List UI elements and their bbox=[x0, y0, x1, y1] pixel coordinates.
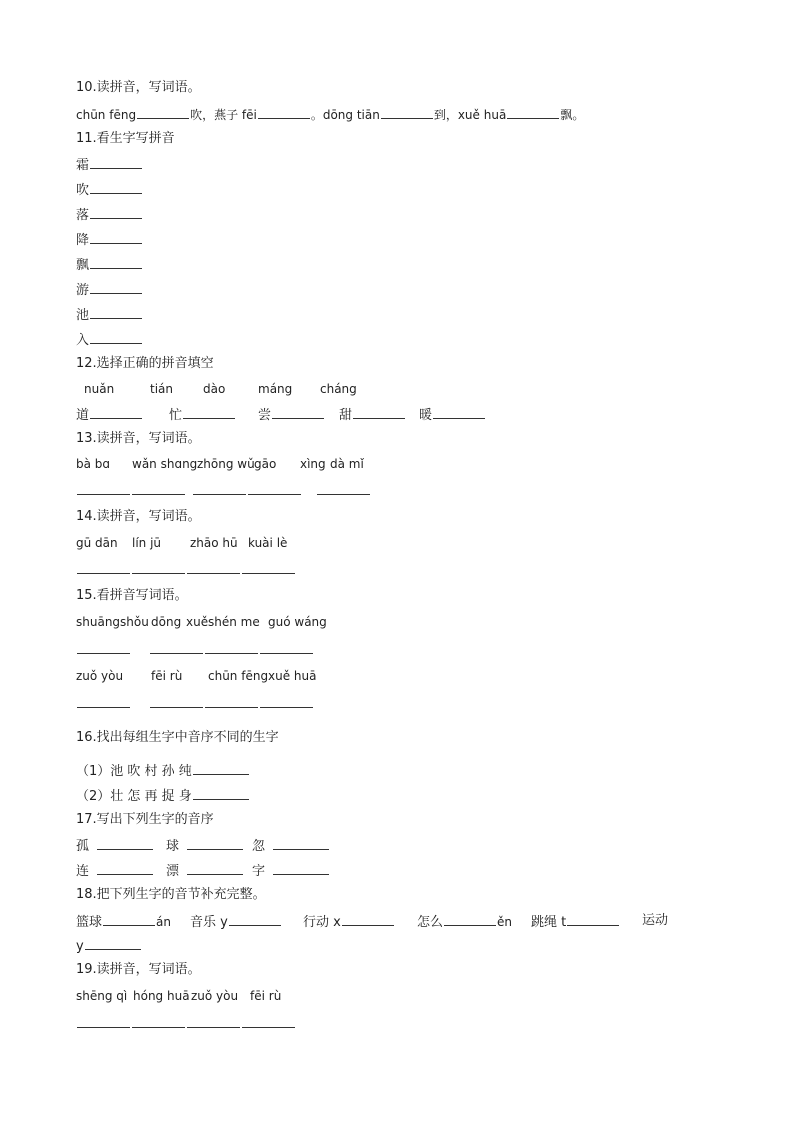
q18-text: 跳绳 t bbox=[531, 915, 567, 930]
q11-char: 入 bbox=[76, 333, 90, 348]
q12-item bbox=[76, 406, 143, 424]
q12-blank[interactable] bbox=[90, 406, 142, 419]
q18-item bbox=[76, 913, 171, 931]
q13-blank[interactable] bbox=[132, 482, 185, 495]
q19-pinyin: zuǒ yòu bbox=[191, 989, 239, 1003]
q13-title: 13.读拼音，写词语。 bbox=[76, 431, 201, 446]
q12-blank[interactable] bbox=[353, 406, 405, 419]
q11-char: 降 bbox=[76, 233, 90, 248]
q14-blank[interactable] bbox=[242, 561, 295, 574]
q15-blank[interactable] bbox=[150, 695, 203, 708]
q11-item bbox=[76, 231, 143, 249]
q11-item bbox=[76, 281, 143, 299]
q15-pinyin: shén me bbox=[208, 615, 260, 629]
q17-blank[interactable] bbox=[273, 862, 329, 875]
q15-blank[interactable] bbox=[150, 641, 203, 654]
q11-blank[interactable] bbox=[90, 156, 142, 169]
q11-item bbox=[76, 156, 143, 174]
q11-blank[interactable] bbox=[90, 206, 142, 219]
q18-title: 18.把下列生字的音节补充完整。 bbox=[76, 887, 266, 902]
q19-blank[interactable] bbox=[187, 1015, 240, 1028]
q18-text: án bbox=[156, 915, 171, 929]
q12-char: 道 bbox=[76, 408, 90, 423]
q13-pinyin: wǎn shɑng bbox=[132, 457, 198, 471]
q17-item bbox=[76, 862, 154, 880]
q12-option: nuǎn bbox=[84, 382, 115, 396]
q18-text: ěn bbox=[497, 915, 513, 929]
q15-blank[interactable] bbox=[77, 641, 130, 654]
q18-text: y bbox=[76, 939, 84, 954]
q11-char: 池 bbox=[76, 308, 90, 323]
q12-blank[interactable] bbox=[272, 406, 324, 419]
q17-char: 漂 bbox=[166, 864, 180, 879]
q19-blank[interactable] bbox=[132, 1015, 185, 1028]
q11-char: 落 bbox=[76, 208, 90, 223]
q14-blank[interactable] bbox=[187, 561, 240, 574]
q17-blank[interactable] bbox=[273, 837, 329, 850]
q12-item bbox=[169, 406, 236, 424]
q18-text: 篮球 bbox=[76, 915, 103, 930]
q12-blank[interactable] bbox=[183, 406, 235, 419]
q13-pinyin: dà mǐ bbox=[330, 457, 364, 471]
q17-blank[interactable] bbox=[187, 862, 243, 875]
q14-title: 14.读拼音，写词语。 bbox=[76, 509, 201, 524]
q18-blank[interactable] bbox=[229, 913, 281, 926]
q11-item bbox=[76, 306, 143, 324]
q10-part-1: chūn fēng bbox=[76, 108, 137, 122]
q17-item bbox=[166, 862, 244, 880]
q10-blank-4[interactable] bbox=[507, 106, 559, 119]
q10-line bbox=[76, 106, 584, 123]
q18-blank[interactable] bbox=[103, 913, 155, 926]
q18-item bbox=[417, 913, 512, 931]
q14-pinyin: gū dān bbox=[76, 536, 118, 550]
q16-row bbox=[76, 762, 250, 780]
q14-pinyin: lín jū bbox=[132, 536, 162, 550]
q18-text: 怎么 bbox=[417, 915, 444, 930]
q11-title: 11.看生字写拼音 bbox=[76, 131, 175, 146]
q12-char: 甜 bbox=[339, 408, 353, 423]
q12-item bbox=[258, 406, 325, 424]
q11-blank[interactable] bbox=[90, 306, 142, 319]
q17-item bbox=[252, 837, 330, 855]
q19-pinyin: hóng huā bbox=[133, 989, 190, 1003]
q10-part-3: 。dōng tiān bbox=[310, 108, 380, 122]
q19-blank[interactable] bbox=[242, 1015, 295, 1028]
q18-item bbox=[531, 913, 620, 931]
q11-char: 霜 bbox=[76, 158, 90, 173]
q16-title: 16.找出每组生字中音序不同的生字 bbox=[76, 730, 279, 745]
q15-blanks bbox=[76, 695, 314, 713]
q11-blank[interactable] bbox=[90, 181, 142, 194]
q14-pinyin: zhāo hū bbox=[190, 536, 238, 550]
q12-blank[interactable] bbox=[433, 406, 485, 419]
q11-item bbox=[76, 331, 143, 349]
q18-blank[interactable] bbox=[85, 937, 141, 950]
q17-title: 17.写出下列生字的音序 bbox=[76, 812, 214, 827]
q12-title: 12.选择正确的拼音填空 bbox=[76, 356, 214, 371]
q15-pinyin: fēi rù bbox=[151, 669, 183, 683]
q15-blank[interactable] bbox=[260, 641, 313, 654]
q13-pinyin: bà bɑ bbox=[76, 457, 111, 471]
q12-item bbox=[419, 406, 486, 424]
q16-row-text: （1）池 吹 村 孙 纯 bbox=[76, 764, 192, 779]
q10-part-4: 到，xuě huā bbox=[433, 108, 507, 122]
q17-item bbox=[76, 837, 154, 855]
q12-option: cháng bbox=[320, 382, 357, 396]
q14-blank[interactable] bbox=[77, 561, 130, 574]
q11-char: 吹 bbox=[76, 183, 90, 198]
q11-item bbox=[76, 181, 143, 199]
q16-blank[interactable] bbox=[193, 787, 249, 800]
q19-blanks bbox=[76, 1015, 296, 1033]
q15-pinyin: xuě bbox=[186, 615, 209, 629]
q15-pinyin: shǒu bbox=[120, 615, 149, 629]
q10-part-5: 飘。 bbox=[560, 108, 585, 122]
q13-pinyin: xìng bbox=[300, 457, 326, 471]
q13-pinyin: gāo bbox=[254, 457, 277, 471]
q17-blank[interactable] bbox=[187, 837, 243, 850]
q17-char: 球 bbox=[166, 839, 180, 854]
q15-blank[interactable] bbox=[77, 695, 130, 708]
q13-blank[interactable] bbox=[248, 482, 301, 495]
q13-blank[interactable] bbox=[317, 482, 370, 495]
q17-char: 字 bbox=[252, 864, 266, 879]
q12-char: 尝 bbox=[258, 408, 272, 423]
q11-blank[interactable] bbox=[90, 231, 142, 244]
q11-item bbox=[76, 206, 143, 224]
q11-item bbox=[76, 256, 143, 274]
q17-blank[interactable] bbox=[97, 862, 153, 875]
q19-pinyin: fēi rù bbox=[250, 989, 282, 1003]
q18-item bbox=[190, 913, 282, 931]
q17-item bbox=[252, 862, 330, 880]
q11-char: 飘 bbox=[76, 258, 90, 273]
q16-row bbox=[76, 787, 250, 805]
q10-blank-1[interactable] bbox=[137, 106, 189, 119]
q15-pinyin: chūn fēng bbox=[208, 669, 269, 683]
q12-option: máng bbox=[258, 382, 293, 396]
q19-blank[interactable] bbox=[77, 1015, 130, 1028]
q10-title: 10.读拼音，写词语。 bbox=[76, 80, 201, 95]
q15-pinyin: dōng bbox=[151, 615, 182, 629]
q17-char: 孤 bbox=[76, 839, 90, 854]
q15-blanks bbox=[76, 641, 314, 659]
q15-blank[interactable] bbox=[205, 695, 258, 708]
q12-char: 暖 bbox=[419, 408, 433, 423]
q14-pinyin: kuài lè bbox=[248, 536, 288, 550]
q18-blank[interactable] bbox=[444, 913, 496, 926]
q10-blank-2[interactable] bbox=[258, 106, 310, 119]
q17-char: 连 bbox=[76, 864, 90, 879]
q15-pinyin: guó wáng bbox=[268, 615, 327, 629]
q19-title: 19.读拼音，写词语。 bbox=[76, 962, 201, 977]
q14-blank[interactable] bbox=[132, 561, 185, 574]
q18-item bbox=[303, 913, 395, 931]
q18-blank[interactable] bbox=[342, 913, 394, 926]
q16-blank[interactable] bbox=[193, 762, 249, 775]
q16-row-text: （2）壮 怎 再 捉 身 bbox=[76, 789, 192, 804]
q17-blank[interactable] bbox=[97, 837, 153, 850]
q18-text: 行动 x bbox=[303, 915, 341, 930]
q15-pinyin: xuě huā bbox=[268, 669, 317, 683]
q15-pinyin: zuǒ yòu bbox=[76, 669, 124, 683]
q13-blanks bbox=[76, 482, 371, 500]
q10-part-2: 吹，燕子 fēi bbox=[190, 108, 257, 122]
q12-char: 忙 bbox=[169, 408, 183, 423]
q15-blank[interactable] bbox=[260, 695, 313, 708]
q11-blank[interactable] bbox=[90, 281, 142, 294]
q11-char: 游 bbox=[76, 283, 90, 298]
q19-pinyin: shēng qì bbox=[76, 989, 128, 1003]
q13-pinyin: zhōng wǔ bbox=[197, 457, 255, 471]
q10-blank-3[interactable] bbox=[381, 106, 433, 119]
q18-text: 音乐 y bbox=[190, 915, 228, 930]
q12-option: tián bbox=[150, 382, 173, 396]
q17-item bbox=[166, 837, 244, 855]
q11-blank[interactable] bbox=[90, 331, 142, 344]
q18-item bbox=[76, 937, 142, 955]
q15-blank[interactable] bbox=[205, 641, 258, 654]
q13-blank[interactable] bbox=[77, 482, 130, 495]
q18-blank[interactable] bbox=[567, 913, 619, 926]
q17-char: 忽 bbox=[252, 839, 266, 854]
q15-pinyin: shuāng bbox=[76, 615, 121, 629]
q12-option: dào bbox=[203, 382, 226, 396]
q14-blanks bbox=[76, 561, 296, 579]
q18-item-label: 运动 bbox=[642, 913, 669, 928]
q11-blank[interactable] bbox=[90, 256, 142, 269]
q12-item bbox=[339, 406, 406, 424]
q15-title: 15.看拼音写词语。 bbox=[76, 588, 188, 603]
q13-blank[interactable] bbox=[193, 482, 246, 495]
